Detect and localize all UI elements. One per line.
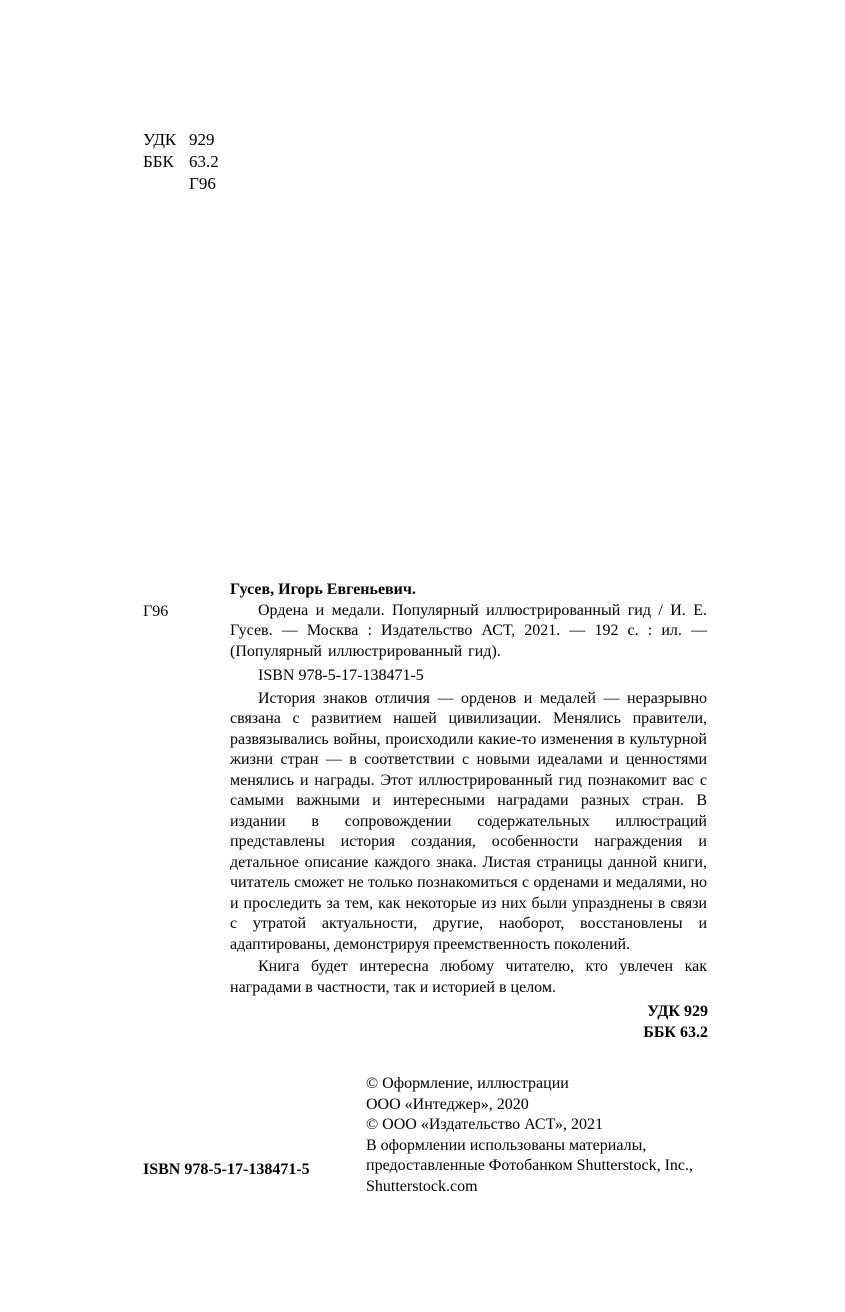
classification-value: 929 [189, 130, 215, 149]
copyright-line: предоставленные Фотобанком Shutterstock, Inc., [366, 1157, 694, 1174]
isbn-bottom: ISBN 978-5-17-138471-5 [143, 1161, 310, 1178]
classification-row-author-mark [143, 173, 219, 195]
classification-block [143, 129, 219, 195]
bibliographic-entry [230, 580, 707, 998]
classification-key: ББК [143, 152, 174, 171]
copyright-line: © ООО «Издательство АСТ», 2021 [366, 1116, 603, 1133]
classification-codes-right [560, 1002, 708, 1043]
copyright-line: В оформлении использованы материалы, [366, 1136, 647, 1154]
copyright-line: ООО «Интеджер», 2020 [366, 1095, 529, 1113]
udk-code: УДК 929 [647, 1003, 708, 1020]
copyright-block [366, 1074, 711, 1197]
classification-key: УДК [143, 130, 177, 149]
classification-row-udk [143, 129, 219, 151]
entry-bibliographic-description: Ордена и медали. Популярный иллюстрированный гид / И. Е. Гусев. — Москва : Издательство АСТ, 2021. — 192 с. : ил. — (Популярный иллюстрированный гид). [230, 601, 707, 660]
entry-annotation-paragraph: Книга будет интересна любому читателю, кто увлечен как наградами в частности, так и историей в целом. [230, 958, 707, 996]
classification-value: Г96 [189, 174, 216, 193]
entry-annotation-paragraph: История знаков отличия — орденов и медалей — неразрывно связана с развитием нашей цивилизации. Менялись правители, развязывались войны, происходили какие-то изменения в культурной жизни стран — в соответствии с новыми идеалами и ценностями менялись и награды. Этот иллюстрированный гид познакомит вас с самыми важными и интересными наградами разных стран. В издании в сопровождении содержательных иллюстраций представлены история создания, особенности награждения и детальное описание каждого знака. Листая страницы данной книги, читатель сможет не только познакомиться с орденами и медалями, но и проследить за тем, как некоторые из них были упразднены в связи с утратой актуальности, другие, наоборот, восстановлены и адаптированы, демонстрируя преемственность поколений. [230, 689, 707, 953]
bbk-code: ББК 63.2 [643, 1023, 708, 1041]
classification-value: 63.2 [189, 152, 219, 171]
classification-key [143, 173, 189, 195]
classification-row-bbk [143, 151, 219, 173]
copyright-line: © Оформление, иллюстрации [366, 1075, 569, 1092]
entry-author: Гусев, Игорь Евгеньевич. [230, 581, 416, 598]
author-mark: Г96 [143, 603, 169, 620]
entry-isbn: ISBN 978-5-17-138471-5 [258, 667, 424, 684]
copyright-line: Shutterstock.com [366, 1177, 478, 1195]
